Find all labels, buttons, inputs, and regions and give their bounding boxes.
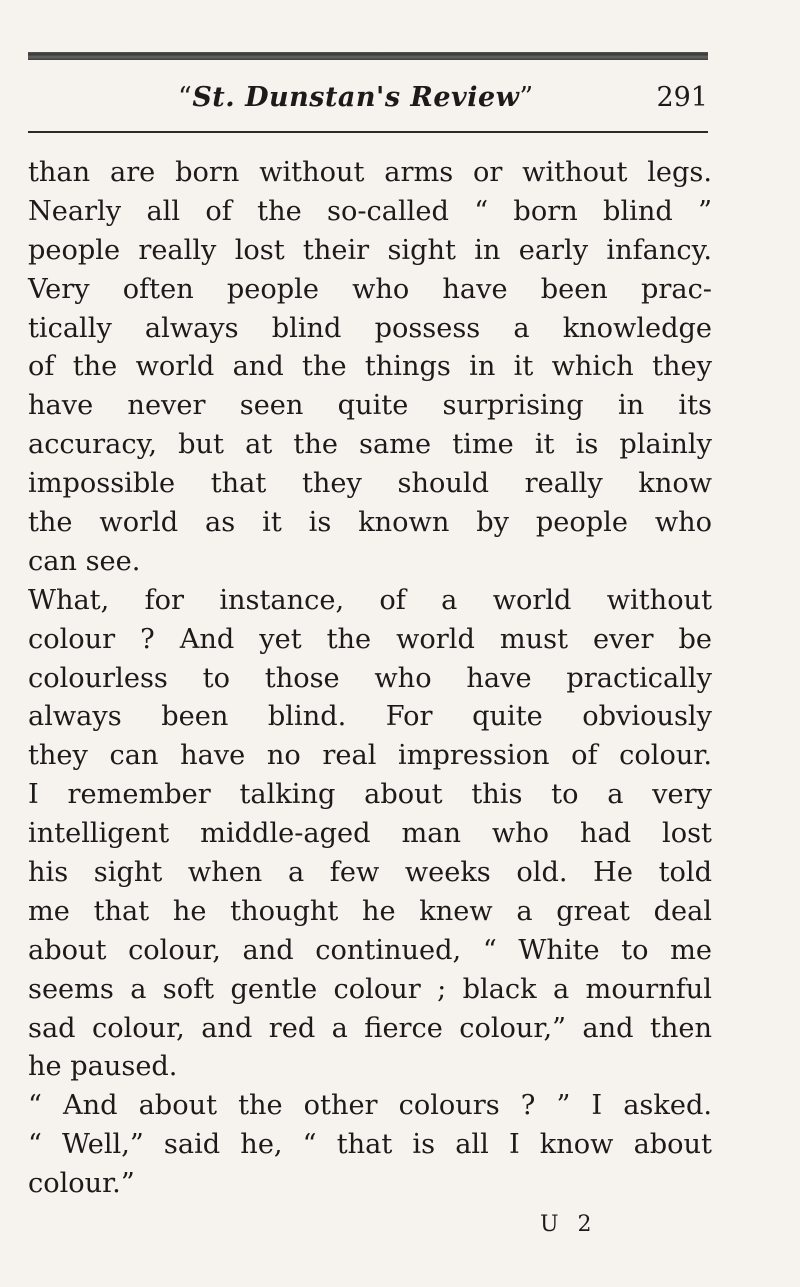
- text-line: Nearly all of the so-called “ born blind ”: [28, 195, 712, 227]
- text-line: me that he thought he knew a great deal: [28, 895, 712, 927]
- body-text: [28, 154, 712, 1204]
- signature-mark: U 2: [540, 1212, 598, 1237]
- text-line: they can have no real impression of colour.: [28, 740, 712, 772]
- page-number: 291: [656, 82, 708, 113]
- text-line: I remember talking about this to a very: [28, 779, 712, 811]
- text-line: tically always blind possess a knowledge: [28, 312, 712, 344]
- text-line: impossible that they should really know: [28, 468, 712, 500]
- text-line: always been blind. For quite obviously: [28, 701, 712, 733]
- text-line: colour ? And yet the world must ever be: [28, 623, 712, 655]
- text-line: of the world and the things in it which they: [28, 351, 712, 383]
- running-title: [178, 82, 534, 113]
- text-line: What, for instance, of a world without: [28, 584, 712, 616]
- publication-title: St. Dunstan's Review: [192, 82, 520, 113]
- header-rule: [28, 131, 708, 133]
- text-line: sad colour, and red a fierce colour,” and then: [28, 1012, 712, 1044]
- text-line: have never seen quite surprising in its: [28, 390, 712, 422]
- running-header: [28, 82, 708, 124]
- text-line: intelligent middle-aged man who had lost: [28, 818, 712, 850]
- text-line: can see.: [28, 545, 141, 577]
- text-line: than are born without arms or without legs.: [28, 157, 712, 188]
- text-line: his sight when a few weeks old. He told: [28, 857, 712, 889]
- text-line: colour.”: [28, 1168, 135, 1200]
- text-line: the world as it is known by people who: [28, 507, 712, 539]
- text-line: seems a soft gentle colour ; black a mournful: [28, 973, 712, 1005]
- title-open-quote: “: [178, 82, 193, 113]
- top-decorative-rule: [28, 52, 708, 60]
- text-line: colourless to those who have practically: [28, 662, 712, 694]
- text-line: Very often people who have been prac-: [28, 273, 712, 305]
- text-line: “ Well,” said he, “ that is all I know about: [28, 1129, 712, 1161]
- text-line: he paused.: [28, 1051, 178, 1083]
- text-line: accuracy, but at the same time it is plainly: [28, 429, 712, 461]
- text-line: about colour, and continued, “ White to me: [28, 934, 712, 966]
- title-close-quote: ”: [519, 82, 534, 113]
- text-line: people really lost their sight in early infancy.: [28, 234, 712, 266]
- text-line: “ And about the other colours ? ” I asked.: [28, 1090, 712, 1122]
